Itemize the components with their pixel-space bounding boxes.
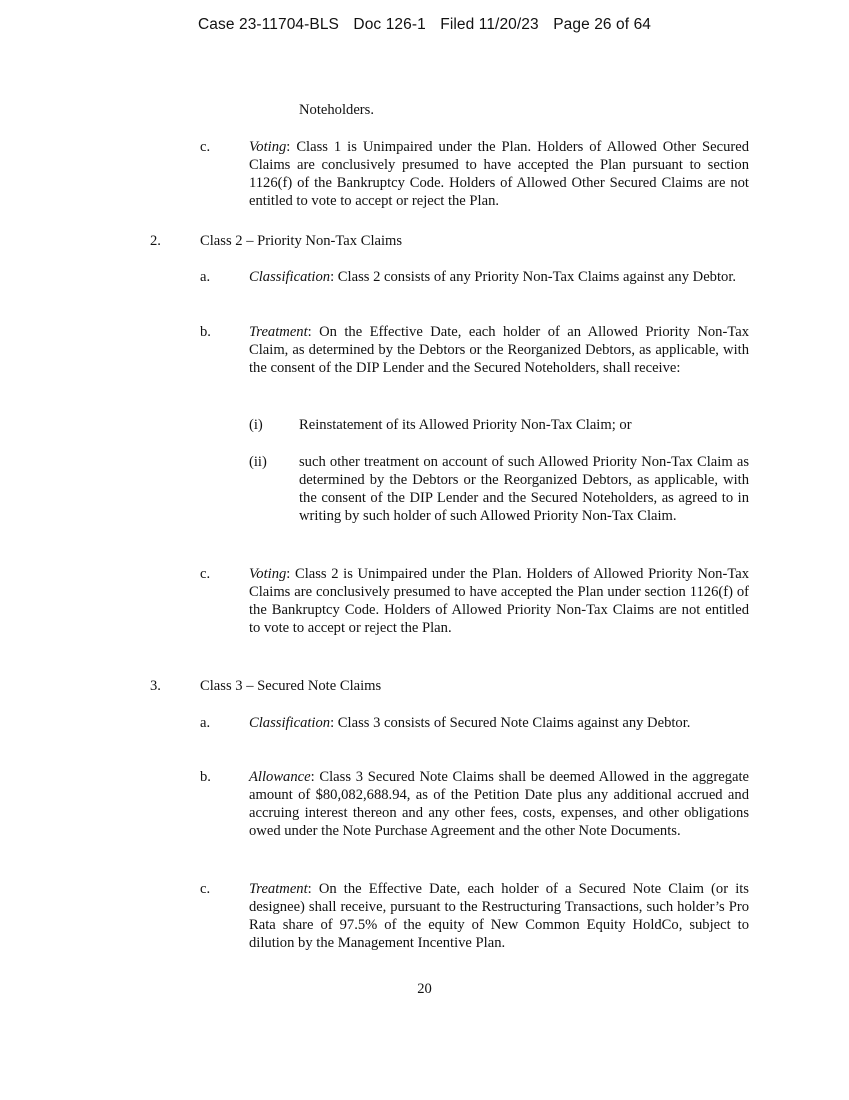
class2-voting-term: Voting [249, 566, 287, 582]
class2-classification-paragraph [249, 268, 749, 286]
class3-classification-term: Classification [249, 715, 331, 731]
class3-a-label: a. [200, 715, 211, 731]
header-case: Case 23-11704-BLS [197, 16, 339, 33]
class3-treatment-text: : On the Effective Date, each holder of a Secured Note Claim (or its designee) shall receive, pursuant to the Restructuring Transactions, such holder’s Pro Rata share of 97.5% of the equity of New Common Equity HoldCo, subject to dilution by the Management Incentive Plan. [249, 881, 749, 951]
class1-c-label: c. [200, 139, 211, 155]
class2-treatment-term: Treatment [249, 324, 308, 340]
class2-voting-paragraph [249, 565, 749, 637]
header-doc: Doc 126-1 [353, 16, 426, 33]
class2-voting-text: : Class 2 is Unimpaired under the Plan. Holders of Allowed Priority Non-Tax Claims are conclusively presumed to have accepted the Plan under section 1126(f) of the Bankruptcy Code. Holders of Allowed Priority Non-Tax Claims are not entitled to vote to accept or reject the Plan. [249, 566, 749, 636]
class2-b-label: b. [200, 324, 211, 340]
class2-treatment-text: : On the Effective Date, each holder of an Allowed Priority Non-Tax Claim, as determined by the Debtors or the Reorganized Debtors, as applicable, with the consent of the DIP Lender and the Secured Noteholders, shall receive: [249, 324, 749, 376]
class2-heading: Class 2 – Priority Non-Tax Claims [200, 233, 403, 249]
class2-number: 2. [150, 233, 161, 249]
court-header [0, 16, 849, 34]
class2-classification-text: : Class 2 consists of any Priority Non-Tax Claims against any Debtor. [330, 269, 737, 285]
page-number: 20 [417, 981, 432, 997]
class3-number: 3. [150, 678, 161, 694]
class3-b-label: b. [200, 769, 211, 785]
class1-voting-term: Voting [249, 139, 287, 155]
header-page: Page 26 of 64 [553, 16, 652, 33]
class2-i-text: Reinstatement of its Allowed Priority Non-Tax Claim; or [299, 417, 632, 433]
class3-classification-paragraph [249, 714, 749, 732]
class3-allowance-paragraph [249, 768, 749, 840]
class3-heading: Class 3 – Secured Note Claims [200, 678, 382, 694]
class2-treatment-paragraph [249, 323, 749, 377]
class3-allowance-term: Allowance [249, 769, 311, 785]
class2-ii-text: such other treatment on account of such Allowed Priority Non-Tax Claim as determined by the Debtors or the Reorganized Debtors, as applicable, with the consent of the DIP Lender and the Secured Noteholders, as agreed to in writing by such holder of such Allowed Priority Non-Tax Claim. [299, 454, 749, 524]
header-filed: Filed 11/20/23 [440, 16, 539, 33]
class2-classification-term: Classification [249, 269, 331, 285]
class3-treatment-paragraph [249, 880, 749, 952]
class1-voting-text: : Class 1 is Unimpaired under the Plan. Holders of Allowed Other Secured Claims are conclusively presumed to have accepted the Plan pursuant to section 1126(f) of the Bankruptcy Code. Holders of Allowed Other Secured Claims are not entitled to vote to accept or reject the Plan. [249, 139, 749, 209]
class2-c-label: c. [200, 566, 211, 582]
class2-ii-label: (ii) [249, 454, 267, 470]
class3-treatment-term: Treatment [249, 881, 308, 897]
class2-a-label: a. [200, 269, 211, 285]
class1-voting-paragraph [249, 138, 749, 210]
class2-i-label: (i) [249, 417, 263, 433]
class3-classification-text: : Class 3 consists of Secured Note Claims against any Debtor. [330, 715, 691, 731]
class3-c-label: c. [200, 881, 211, 897]
class3-allowance-text: : Class 3 Secured Note Claims shall be deemed Allowed in the aggregate amount of $80,082,688.94, as of the Petition Date plus any additional accrued and accruing interest thereon and any other fees, costs, expenses, and other obligations owed under the Note Purchase Agreement and the other Note Documents. [249, 769, 749, 839]
continued-text: Noteholders. [299, 102, 374, 118]
